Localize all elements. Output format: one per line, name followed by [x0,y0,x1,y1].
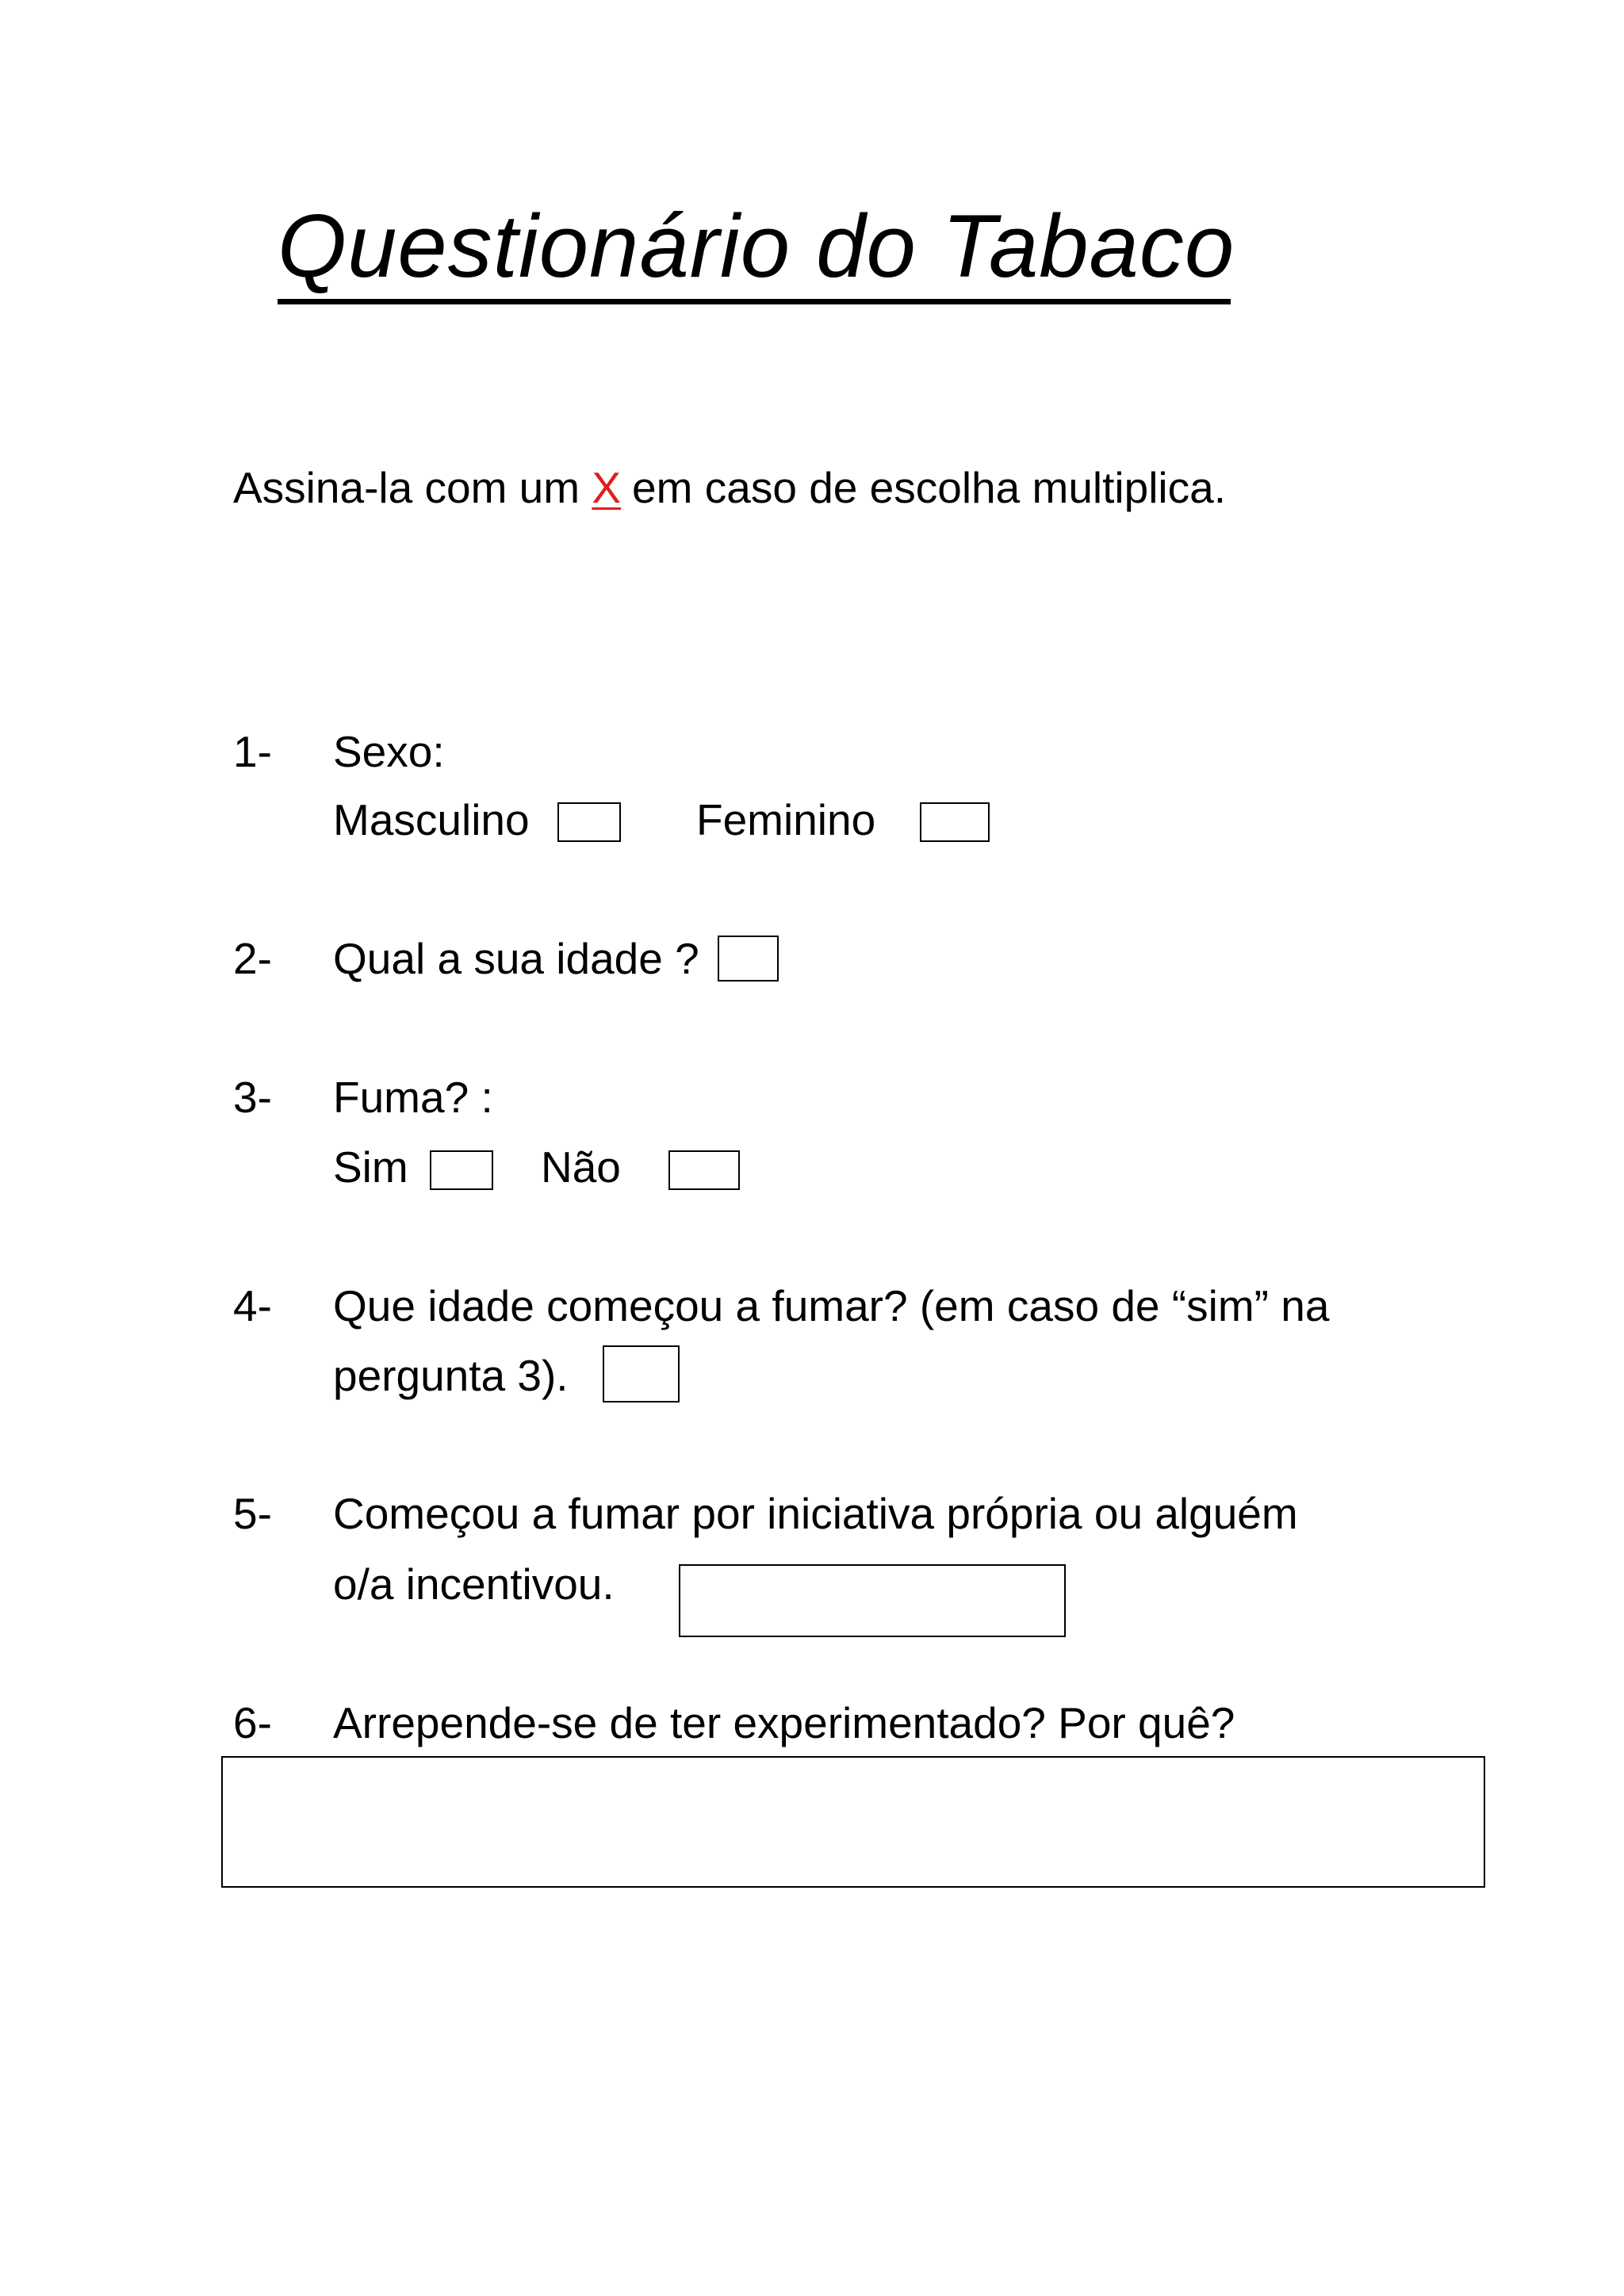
question-5-number: 5- [233,1489,272,1538]
arrependimento-answer-box[interactable] [221,1756,1485,1888]
question-6-number: 6- [233,1698,272,1747]
option-sim-label: Sim [333,1142,408,1192]
feminino-checkbox[interactable] [920,802,990,842]
option-masculino-label: Masculino [333,795,530,844]
question-5-line1: Começou a fumar por iniciativa própria ou alguém [333,1489,1298,1538]
iniciativa-input-box[interactable] [679,1564,1066,1637]
instruction [233,463,1227,512]
question-3-text: Fuma? : [333,1073,493,1122]
option-feminino-label: Feminino [696,795,876,844]
instruction-prefix: Assina-la com um [233,463,592,512]
question-5-line2: o/a incentivou. [333,1559,615,1609]
question-3-number: 3- [233,1073,272,1122]
idade-input-box[interactable] [718,936,779,982]
question-4-line1: Que idade começou a fumar? (em caso de “sim” na [333,1281,1330,1330]
question-1-number: 1- [233,727,272,776]
instruction-suffix: em caso de escolha multiplica. [632,463,1227,512]
question-2-number: 2- [233,934,272,983]
question-1-text: Sexo: [333,727,445,776]
question-4-line2: pergunta 3). [333,1351,569,1400]
question-4-number: 4- [233,1281,272,1330]
instruction-mark: X [592,463,622,512]
question-6-text: Arrepende-se de ter experimentado? Por quê? [333,1698,1235,1747]
idade-inicio-input-box[interactable] [603,1345,680,1402]
page-title: Questionário do Tabaco [278,197,1235,296]
title-underline [278,299,1231,304]
question-2-text: Qual a sua idade ? [333,934,699,983]
option-nao-label: Não [541,1142,621,1192]
nao-checkbox[interactable] [668,1150,740,1190]
sim-checkbox[interactable] [430,1150,493,1190]
masculino-checkbox[interactable] [557,802,621,842]
